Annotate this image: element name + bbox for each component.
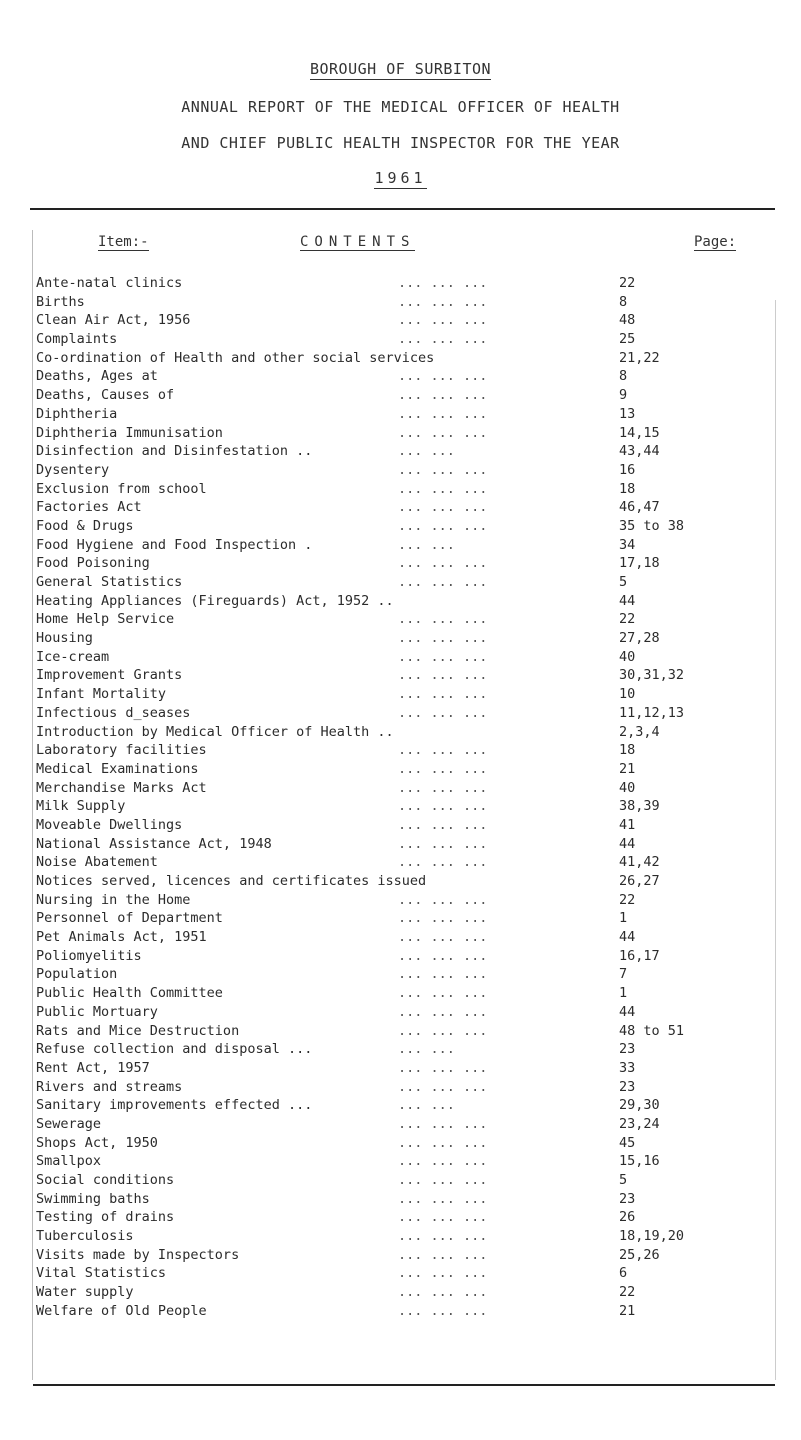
entry-leader-dots: ... ... ... — [398, 910, 488, 927]
entry-label: Milk Supply — [36, 798, 126, 815]
entry-leader-dots: ... ... ... — [398, 985, 488, 1002]
entry-label: Smallpox — [36, 1153, 102, 1170]
entry-label: Moveable Dwellings — [36, 816, 183, 833]
entry-page-number: 21,22 — [619, 349, 660, 366]
contents-entry — [36, 573, 766, 592]
entry-leader-dots: ... ... ... — [398, 835, 488, 852]
entry-page-number: 25,26 — [619, 1246, 660, 1263]
contents-entry — [36, 965, 766, 984]
entry-label: Diphtheria Immunisation — [36, 424, 223, 441]
entry-leader-dots: ... ... ... — [398, 779, 488, 796]
contents-entry — [36, 909, 766, 928]
contents-entry — [36, 349, 766, 368]
entry-leader-dots: ... ... ... — [398, 461, 488, 478]
entry-page-number: 7 — [619, 966, 628, 983]
entry-label: Home Help Service — [36, 611, 175, 628]
entry-leader-dots: ... ... ... — [398, 686, 488, 703]
contents-entry — [36, 386, 766, 405]
contents-entry — [36, 367, 766, 386]
entry-leader-dots: ... ... ... — [398, 1302, 488, 1319]
entry-page-number: 40 — [619, 779, 636, 796]
entry-label: Laboratory facilities — [36, 742, 207, 759]
contents-entry — [36, 498, 766, 517]
entry-page-number: 11,12,13 — [619, 704, 685, 721]
entry-leader-dots: ... ... ... — [398, 499, 488, 516]
entry-label: Deaths, Ages at — [36, 368, 158, 385]
entry-page-number: 18 — [619, 742, 636, 759]
entry-page-number: 41 — [619, 816, 636, 833]
contents-entry — [36, 1246, 766, 1265]
contents-list — [36, 274, 766, 1321]
entry-leader-dots: ... ... ... — [398, 1153, 488, 1170]
entry-page-number: 8 — [619, 368, 628, 385]
contents-entry — [36, 648, 766, 667]
entry-page-number: 44 — [619, 1003, 636, 1020]
contents-entry — [36, 405, 766, 424]
entry-leader-dots: ... ... ... — [398, 574, 488, 590]
entry-leader-dots: ... ... — [398, 536, 455, 553]
entry-leader-dots: ... ... ... — [398, 1059, 488, 1076]
entry-label: Rivers and streams — [36, 1078, 183, 1095]
entry-page-number: 38,39 — [619, 798, 660, 815]
contents-entry — [36, 592, 766, 611]
contents-entry — [36, 704, 766, 723]
entry-label: National Assistance Act, 1948 — [36, 835, 272, 852]
entry-page-number: 21 — [619, 760, 636, 777]
table-right-rule — [775, 300, 776, 1380]
contents-entry — [36, 760, 766, 779]
entry-leader-dots: ... ... ... — [398, 1228, 488, 1245]
entry-label: Social conditions — [36, 1172, 175, 1188]
entry-page-number: 9 — [619, 387, 628, 404]
entry-page-number: 34 — [619, 536, 636, 553]
contents-entry — [36, 1171, 766, 1190]
entry-page-number: 13 — [619, 405, 636, 422]
entry-label: Ice-cream — [36, 648, 110, 665]
entry-page-number: 5 — [619, 574, 628, 590]
table-bottom-rule — [33, 1384, 775, 1386]
contents-entry — [36, 835, 766, 854]
entry-page-number: 33 — [619, 1059, 636, 1076]
entry-leader-dots: ... ... ... — [398, 760, 488, 777]
column-header-page-text: Page: — [694, 234, 737, 250]
entry-page-number: 23 — [619, 1078, 636, 1095]
contents-entry — [36, 1134, 766, 1153]
entry-leader-dots: ... ... ... — [398, 798, 488, 815]
contents-entry — [36, 1022, 766, 1041]
entry-leader-dots: ... ... — [398, 1097, 455, 1114]
table-left-rule — [32, 230, 33, 1380]
entry-leader-dots: ... ... ... — [398, 816, 488, 833]
contents-entry — [36, 685, 766, 704]
entry-page-number: 18,19,20 — [619, 1228, 685, 1245]
contents-entry — [36, 741, 766, 760]
contents-entry — [36, 1059, 766, 1078]
entry-label: Dysentery — [36, 461, 110, 478]
contents-entry — [36, 629, 766, 648]
entry-label: Heating Appliances (Fireguards) Act, 1952 .. — [36, 592, 394, 609]
entry-leader-dots: ... ... ... — [398, 1022, 488, 1039]
entry-leader-dots: ... ... ... — [398, 517, 488, 534]
entry-label: Co-ordination of Health and other social services — [36, 349, 435, 366]
entry-label: Welfare of Old People — [36, 1302, 207, 1319]
entry-label: Clean Air Act, 1956 — [36, 312, 191, 329]
entry-page-number: 10 — [619, 686, 636, 703]
entry-leader-dots: ... ... ... — [398, 630, 488, 647]
entry-leader-dots: ... ... ... — [398, 1284, 488, 1301]
entry-page-number: 22 — [619, 611, 636, 628]
contents-entry — [36, 797, 766, 816]
entry-leader-dots: ... ... ... — [398, 929, 488, 946]
entry-page-number: 41,42 — [619, 854, 660, 871]
entry-label: Sewerage — [36, 1115, 102, 1132]
contents-entry — [36, 1115, 766, 1134]
entry-label: Ante-natal clinics — [36, 275, 183, 291]
entry-label: Introduction by Medical Officer of Health .. — [36, 723, 394, 740]
entry-label: Factories Act — [36, 499, 142, 516]
column-header-page — [694, 234, 736, 250]
entry-label: Deaths, Causes of — [36, 387, 175, 404]
contents-entry — [36, 984, 766, 1003]
entry-page-number: 46,47 — [619, 499, 660, 516]
entry-leader-dots: ... ... ... — [398, 704, 488, 721]
entry-label: Shops Act, 1950 — [36, 1134, 158, 1151]
entry-label: Food Hygiene and Food Inspection . — [36, 536, 313, 553]
entry-label: Refuse collection and disposal ... — [36, 1041, 313, 1058]
entry-leader-dots: ... ... ... — [398, 947, 488, 964]
contents-entry — [36, 891, 766, 910]
entry-page-number: 40 — [619, 648, 636, 665]
entry-label: Notices served, licences and certificates issued — [36, 873, 427, 889]
entry-page-number: 17,18 — [619, 555, 660, 572]
entry-label: Testing of drains — [36, 1209, 175, 1226]
entry-page-number: 15,16 — [619, 1153, 660, 1170]
contents-entry — [36, 480, 766, 499]
contents-entry — [36, 1040, 766, 1059]
contents-entry — [36, 1302, 766, 1321]
entry-label: Personnel of Department — [36, 910, 223, 927]
entry-label: Swimming baths — [36, 1190, 150, 1207]
column-header-contents-text: CONTENTS — [300, 234, 416, 250]
contents-entry — [36, 461, 766, 480]
contents-entry — [36, 1096, 766, 1115]
entry-label: Disinfection and Disinfestation .. — [36, 443, 313, 460]
entry-leader-dots: ... ... ... — [398, 891, 488, 908]
entry-page-number: 21 — [619, 1302, 636, 1319]
entry-leader-dots: ... ... ... — [398, 424, 488, 441]
entry-label: Exclusion from school — [36, 480, 207, 497]
entry-label: Public Mortuary — [36, 1003, 158, 1020]
contents-entry — [36, 1208, 766, 1227]
entry-page-number: 26 — [619, 1209, 636, 1226]
entry-label: Nursing in the Home — [36, 891, 191, 908]
entry-page-number: 2,3,4 — [619, 723, 660, 740]
entry-leader-dots: ... ... ... — [398, 405, 488, 422]
entry-leader-dots: ... ... — [398, 1041, 455, 1058]
entry-leader-dots: ... ... ... — [398, 555, 488, 572]
entry-label: General Statistics — [36, 574, 183, 590]
entry-page-number: 35 to 38 — [619, 517, 685, 534]
entry-label: Housing — [36, 630, 93, 647]
contents-entry — [36, 517, 766, 536]
column-header-contents — [300, 234, 415, 250]
entry-leader-dots: ... ... ... — [398, 854, 488, 871]
entry-page-number: 16,17 — [619, 947, 660, 964]
entry-page-number: 43,44 — [619, 443, 660, 460]
entry-leader-dots: ... ... ... — [398, 667, 488, 684]
entry-leader-dots: ... ... ... — [398, 1115, 488, 1132]
contents-entry — [36, 1078, 766, 1097]
entry-label: Sanitary improvements effected ... — [36, 1097, 313, 1114]
entry-label: Infectious d_seases — [36, 704, 191, 721]
entry-leader-dots: ... ... ... — [398, 312, 488, 329]
report-title-line-1: ANNUAL REPORT OF THE MEDICAL OFFICER OF HEALTH — [181, 98, 620, 116]
entry-label: Tuberculosis — [36, 1228, 134, 1245]
entry-label: Improvement Grants — [36, 667, 183, 684]
contents-entry — [36, 666, 766, 685]
entry-leader-dots: ... ... ... — [398, 275, 488, 291]
entry-leader-dots: ... ... ... — [398, 648, 488, 665]
contents-entry — [36, 947, 766, 966]
contents-entry — [36, 330, 766, 349]
entry-leader-dots: ... ... ... — [398, 1172, 488, 1188]
contents-entry — [36, 536, 766, 555]
contents-entry — [36, 853, 766, 872]
entry-page-number: 16 — [619, 461, 636, 478]
entry-label: Medical Examinations — [36, 760, 199, 777]
report-title-line-2: AND CHIEF PUBLIC HEALTH INSPECTOR FOR THE YEAR — [181, 134, 620, 152]
entry-label: Poliomyelitis — [36, 947, 142, 964]
contents-entry — [36, 1283, 766, 1302]
entry-label: Population — [36, 966, 118, 983]
entry-leader-dots: ... ... ... — [398, 611, 488, 628]
entry-leader-dots: ... ... ... — [398, 480, 488, 497]
entry-label: Visits made by Inspectors — [36, 1246, 240, 1263]
entry-page-number: 6 — [619, 1265, 628, 1282]
entry-leader-dots: ... ... ... — [398, 1190, 488, 1207]
entry-label: Food & Drugs — [36, 517, 134, 534]
entry-leader-dots: ... ... ... — [398, 742, 488, 759]
entry-page-number: 26,27 — [619, 873, 660, 889]
entry-page-number: 27,28 — [619, 630, 660, 647]
contents-entry — [36, 554, 766, 573]
entry-page-number: 22 — [619, 1284, 636, 1301]
contents-entry — [36, 424, 766, 443]
contents-entry — [36, 1003, 766, 1022]
entry-label: Rent Act, 1957 — [36, 1059, 150, 1076]
column-header-item — [98, 234, 149, 250]
entry-label: Complaints — [36, 331, 118, 348]
entry-page-number: 18 — [619, 480, 636, 497]
entry-label: Noise Abatement — [36, 854, 158, 871]
entry-page-number: 23 — [619, 1041, 636, 1058]
report-year — [0, 169, 801, 187]
contents-entry — [36, 293, 766, 312]
entry-leader-dots: ... ... ... — [398, 1246, 488, 1263]
report-year-text: 1961 — [374, 169, 427, 187]
entry-page-number: 14,15 — [619, 424, 660, 441]
entry-page-number: 23 — [619, 1190, 636, 1207]
entry-leader-dots: ... ... ... — [398, 1003, 488, 1020]
column-header-item-text: Item:- — [98, 234, 149, 250]
entry-label: Infant Mortality — [36, 686, 167, 703]
contents-entry — [36, 442, 766, 461]
contents-entry — [36, 816, 766, 835]
contents-entry — [36, 1227, 766, 1246]
table-top-rule — [30, 208, 775, 210]
entry-page-number: 29,30 — [619, 1097, 660, 1114]
entry-leader-dots: ... ... ... — [398, 293, 488, 310]
entry-leader-dots: ... ... ... — [398, 331, 488, 348]
entry-label: Rats and Mice Destruction — [36, 1022, 240, 1039]
contents-entry — [36, 779, 766, 798]
entry-label: Births — [36, 293, 85, 310]
entry-leader-dots: ... ... — [398, 443, 455, 460]
contents-entry — [36, 1190, 766, 1209]
entry-label: Public Health Committee — [36, 985, 223, 1002]
entry-leader-dots: ... ... ... — [398, 1134, 488, 1151]
entry-label: Diphtheria — [36, 405, 118, 422]
entry-page-number: 8 — [619, 293, 628, 310]
borough-title-text: BOROUGH OF SURBITON — [309, 60, 492, 78]
borough-title — [0, 60, 801, 78]
entry-page-number: 30,31,32 — [619, 667, 685, 684]
contents-entry — [36, 311, 766, 330]
contents-entry — [36, 1264, 766, 1283]
contents-entry — [36, 1152, 766, 1171]
entry-label: Vital Statistics — [36, 1265, 167, 1282]
entry-page-number: 23,24 — [619, 1115, 660, 1132]
contents-entry — [36, 274, 766, 293]
entry-label: Merchandise Marks Act — [36, 779, 207, 796]
entry-leader-dots: ... ... ... — [398, 368, 488, 385]
entry-page-number: 45 — [619, 1134, 636, 1151]
entry-leader-dots: ... ... ... — [398, 966, 488, 983]
entry-page-number: 48 — [619, 312, 636, 329]
entry-label: Food Poisoning — [36, 555, 150, 572]
entry-page-number: 22 — [619, 891, 636, 908]
entry-label: Water supply — [36, 1284, 134, 1301]
entry-leader-dots: ... ... ... — [398, 1209, 488, 1226]
entry-page-number: 5 — [619, 1172, 628, 1188]
entry-page-number: 1 — [619, 985, 628, 1002]
contents-entry — [36, 928, 766, 947]
entry-label: Pet Animals Act, 1951 — [36, 929, 207, 946]
entry-leader-dots: ... ... ... — [398, 1265, 488, 1282]
entry-page-number: 44 — [619, 929, 636, 946]
contents-entry — [36, 872, 766, 891]
contents-entry — [36, 610, 766, 629]
entry-page-number: 44 — [619, 835, 636, 852]
entry-leader-dots: ... ... ... — [398, 1078, 488, 1095]
contents-entry — [36, 723, 766, 742]
entry-page-number: 22 — [619, 275, 636, 291]
entry-leader-dots: ... ... ... — [398, 387, 488, 404]
entry-page-number: 48 to 51 — [619, 1022, 685, 1039]
entry-page-number: 25 — [619, 331, 636, 348]
entry-page-number: 1 — [619, 910, 628, 927]
entry-page-number: 44 — [619, 592, 636, 609]
